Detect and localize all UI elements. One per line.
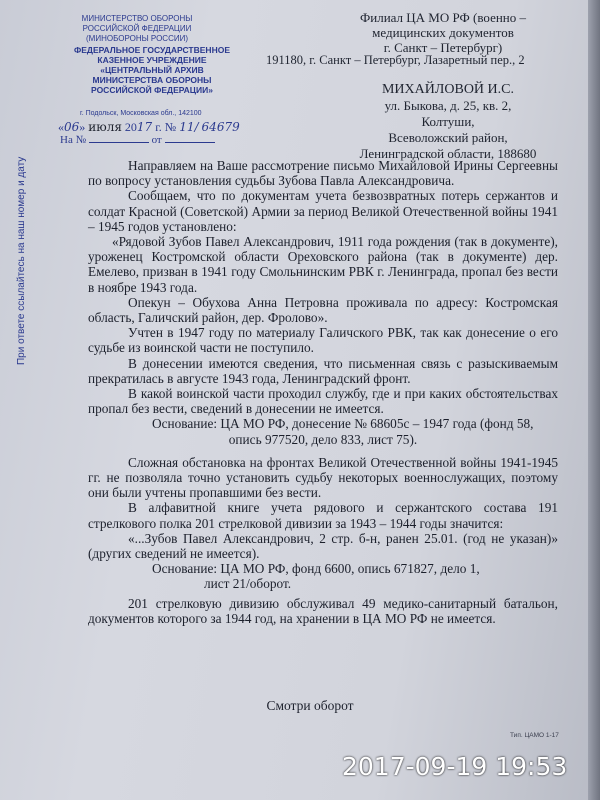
ref-blank-line [165, 142, 215, 143]
see-over-note: Смотри оборот [266, 698, 354, 713]
paragraph: В алфавитной книге учета рядового и сержантского состава 191 стрелкового полка 201 стрелковой дивизии за 1943 – 1944 годы значится: [88, 500, 558, 531]
paragraph: Сообщаем, что по документам учета безвозвратных потерь сержантов и солдат Красной (Советской) Армии за период Великой Отечественной войны 1941 – 1945 годов установлено: [88, 188, 558, 234]
ref-from: от [151, 134, 162, 146]
date-year-prefix: 20 [124, 120, 137, 134]
paragraph: 201 стрелковую дивизию обслуживал 49 медико-санитарный батальон, документов которого за 1944 год, на хранении в ЦА МО РФ не имеется. [88, 595, 558, 626]
paragraph: В донесении имеются сведения, что письменная связь с разыскиваемым прекратилась в августе 1943 года, Ленинградский фронт. [88, 355, 558, 386]
paragraph: «...Зубов Павел Александрович, 2 стр. б-н, ранен 25.01. (год не указан)» (других сведений не имеется). [88, 530, 558, 562]
letterhead-address: г. Подольск, Московская обл., 142100 [80, 110, 202, 117]
side-note: При ответе ссылайтесь на наш номер и дату [16, 156, 27, 365]
branch-header: Филиал ЦА МО РФ (военно – медицинских документов г. Санкт – Петербург) [359, 10, 527, 55]
basis-line: Основание: ЦА МО РФ, донесение № 68605с – 1947 года (фонд 58, [152, 416, 534, 432]
date-month: июля [88, 120, 122, 134]
letter-date-number: «06» июля 2017 г. № 11/ 64679 [58, 120, 240, 134]
date-year: 17 [136, 120, 153, 134]
paragraph: «Рядовой Зубов Павел Александрович, 1911 года рождения (так в документе), уроженец Костромской области Ореховского района (так в документе) дер. Емелево, призван в 1941 году Смольнинским РВК г. Ленинграда, пропал без вести в ноябре 1943 года. [88, 234, 558, 295]
letterhead-organization: ФЕДЕРАЛЬНОЕ ГОСУДАРСТВЕННОЕ КАЗЕННОЕ УЧРЕЖДЕНИЕ «ЦЕНТРАЛЬНЫЙ АРХИВ МИНИСТЕРСТВА ОБОРОНЫ РОССИЙСКОЙ ФЕДЕРАЦИИ» [73, 45, 230, 95]
paper-edge-shadow [588, 0, 600, 800]
paragraph: В какой воинской части проходил службу, где и при каких обстоятельствах пропал без вести, сведений в донесении не имеется. [88, 386, 558, 417]
ref-label: На № [60, 134, 87, 146]
recipient-block: МИХАЙЛОВОЙ И.С. ул. Быкова, д. 25, кв. 2, Колтуши, Всеволожский район, Ленинградской области, 188680 [348, 82, 548, 162]
branch-address: 191180, г. Санкт – Петербург, Лазаретный пер., 2 [266, 53, 525, 67]
paragraph: Опекун – Обухова Анна Петровна проживала по адресу: Костромская область, Галичский район, дер. Фролово». [88, 294, 558, 326]
paragraph: Сложная обстановка на фронтах Великой Отечественной войны 1941-1945 гг. не позволяла точно установить судьбу некоторых военнослужащих, поэтому они были учтены пропавшими без вести. [88, 454, 558, 501]
paragraph: Учтен в 1947 году по материалу Галичского РВК, так как донесение о его судьбе из воинской части не поступило. [88, 325, 558, 356]
basis-line: лист 21/оборот. [204, 576, 292, 592]
basis-line: Основание: ЦА МО РФ, фонд 6600, опись 671827, дело 1, [152, 561, 480, 577]
form-code: Тип. ЦАМО 1-17 [510, 732, 559, 739]
basis-line: опись 977520, дело 833, лист 75). [228, 431, 418, 447]
ref-blank-line [89, 142, 149, 143]
number-label: г. № [155, 120, 177, 134]
reference-row [60, 134, 215, 146]
number-suffix: 64679 [201, 120, 240, 134]
photo-timestamp: 2017-09-19 19:53 [342, 752, 568, 781]
number-value: 11/ [179, 120, 199, 134]
letter-body [88, 158, 558, 626]
paragraph: Направляем на Ваше рассмотрение письмо Михайловой Ирины Сергеевны по вопросу установления судьбы Зубова Павла Александровича. [88, 158, 558, 189]
date-day: 06 [64, 120, 80, 134]
recipient-name: МИХАЙЛОВОЙ И.С. [381, 82, 514, 97]
letterhead-ministry: МИНИСТЕРСТВО ОБОРОНЫ РОССИЙСКОЙ ФЕДЕРАЦИИ (МИНОБОРОНЫ РОССИИ) [81, 14, 193, 43]
